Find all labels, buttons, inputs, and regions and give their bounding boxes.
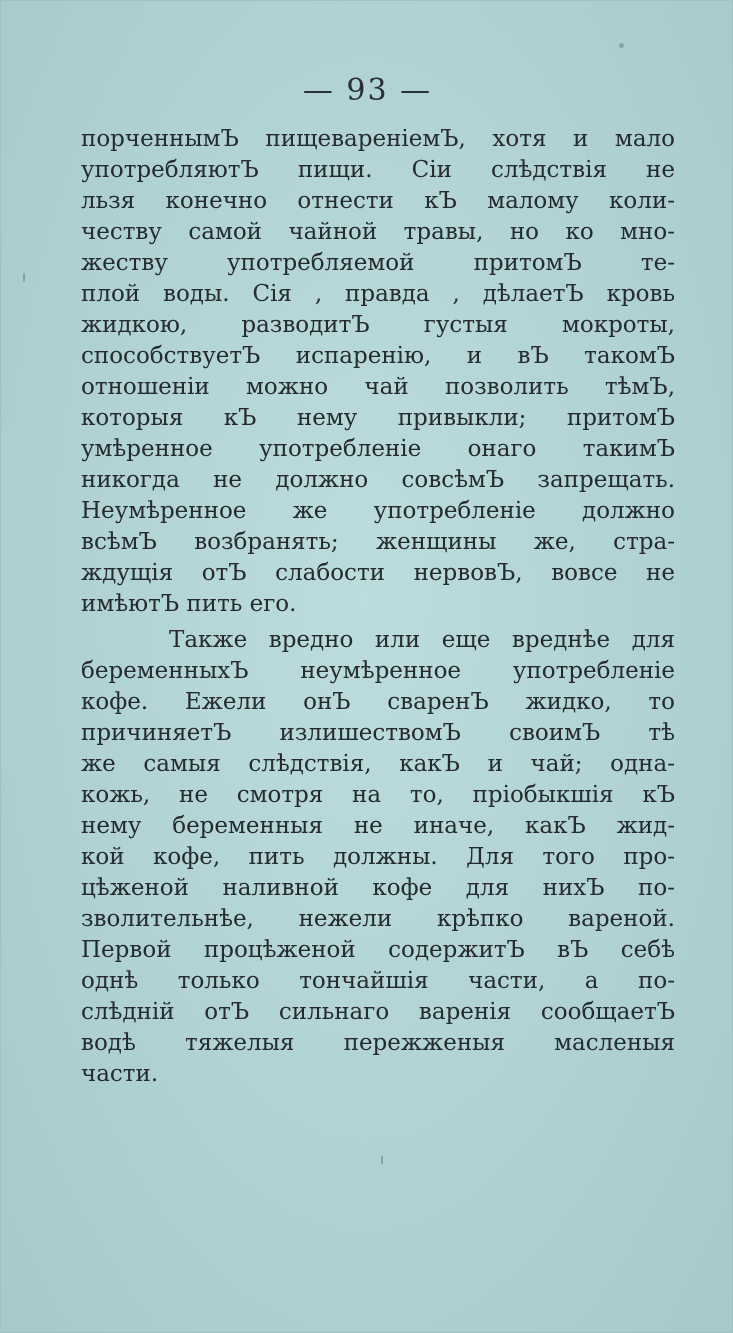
text-line: порченнымЪ пищевареніемЪ, хотя и мало	[81, 126, 675, 152]
text-line: употребляютЪ пищи. Сіи слѣдствія не	[81, 157, 675, 183]
paper-speck	[23, 273, 25, 282]
text-line: ждущія отЪ слабости нервовЪ, вовсе не	[81, 560, 675, 586]
text-line: льзя конечно отнести кЪ малому коли-	[81, 188, 675, 214]
paragraph-2	[81, 625, 675, 1090]
page-number: — 93 —	[302, 73, 433, 108]
text-line: честву самой чайной травы, но ко мно-	[81, 219, 675, 245]
text-line: всѣмЪ возбранять; женщины же, стра-	[81, 529, 675, 555]
paper-speck	[381, 1156, 383, 1164]
text-line: кой кофе, пить должны. Для того про-	[81, 844, 675, 870]
text-line: Неумѣренное же употребленіе должно	[81, 498, 675, 524]
text-line: никогда не должно совсѣмЪ запрещать.	[81, 467, 675, 493]
text-line: беременныхЪ неумѣренное употребленіе	[81, 658, 675, 684]
text-line: которыя кЪ нему привыкли; притомЪ	[81, 405, 675, 431]
text-line: способствуетЪ испаренію, и вЪ такомЪ	[81, 343, 675, 369]
text-line: кофе. Ежели онЪ сваренЪ жидко, то	[81, 689, 675, 715]
text-line: зволительнѣе, нежели крѣпко вареной.	[81, 906, 675, 932]
body-text	[81, 124, 675, 1090]
text-line: умѣренное употребленіе онаго такимЪ	[81, 436, 675, 462]
text-line: жеству употребляемой притомЪ те-	[81, 250, 675, 276]
paper-speck	[619, 43, 624, 48]
text-line: же самыя слѣдствія, какЪ и чай; одна-	[81, 751, 675, 777]
text-line: слѣдній отЪ сильнаго варенія сообщаетЪ	[81, 999, 675, 1025]
text-line: цѣженой наливной кофе для нихЪ по-	[81, 875, 675, 901]
text-line: отношеніи можно чай позволить тѣмЪ,	[81, 374, 675, 400]
text-line: имѣютЪ пить его.	[81, 591, 297, 617]
text-line: Первой процѣженой содержитЪ вЪ себѣ	[81, 937, 675, 963]
paragraph-1	[81, 124, 675, 620]
text-line: водѣ тяжелыя пережженыя масленыя	[81, 1030, 675, 1056]
text-line: кожь, не смотря на то, пріобыкшія кЪ	[81, 782, 675, 808]
text-line: нему беременныя не иначе, какЪ жид-	[81, 813, 675, 839]
text-line: причиняетЪ излишествомЪ своимЪ тѣ	[81, 720, 675, 746]
text-line: плой воды. Сія , правда , дѣлаетЪ кровь	[81, 281, 675, 307]
text-line: части.	[81, 1061, 159, 1087]
text-line: однѣ только тончайшія части, а по-	[81, 968, 675, 994]
text-line: Также вредно или еще вреднѣе для	[169, 627, 675, 653]
text-line: жидкою, разводитЪ густыя мокроты,	[81, 312, 675, 338]
